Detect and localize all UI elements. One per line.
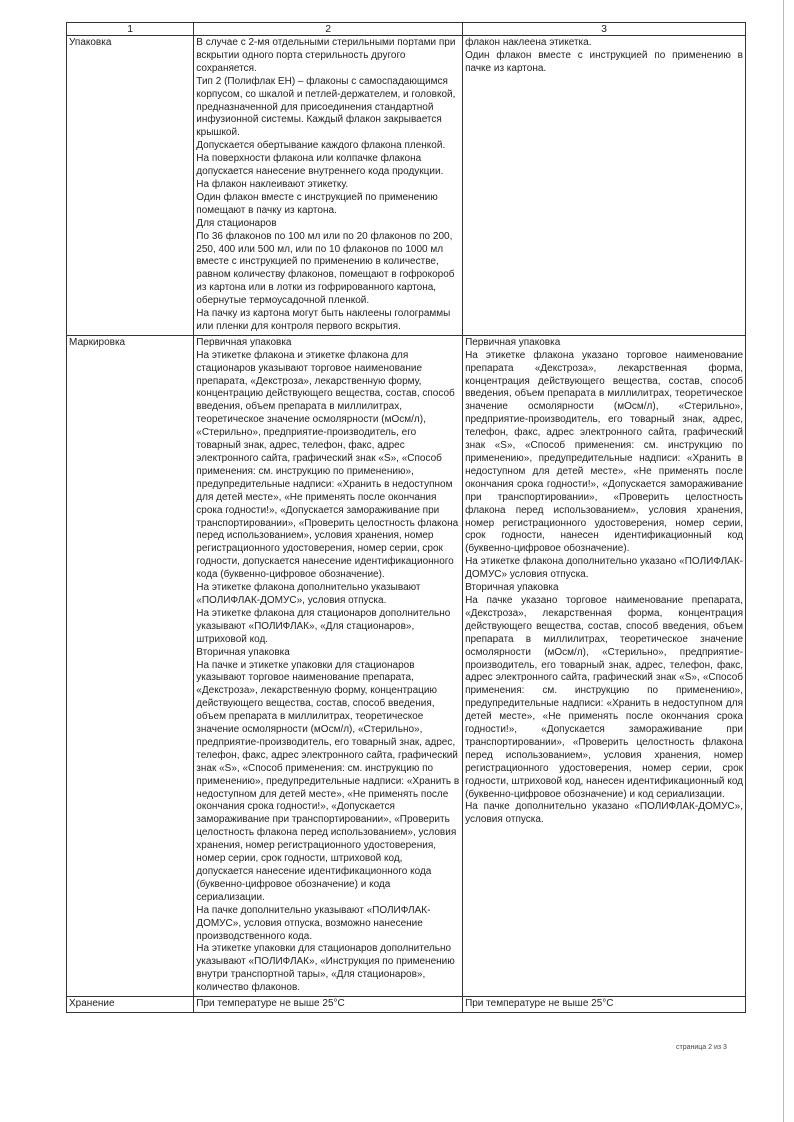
cell-paragraph: На этикетке флакона дополнительно указывают «ПОЛИФЛАК-ДОМУС», условия отпуска. (196, 582, 421, 606)
cell-paragraph: При температуре не выше 25°С (196, 998, 345, 1010)
cell-paragraph: На пачке указано торговое наименование препарата, «Декстроза», лекарственная форма, концентрация действующего вещества, состав, способ введения, объем препарата в миллилитрах, теоретическое значение осмолярности (мОсм/л), «Стерильно», предприятие-производитель, его товарный знак, адрес, телефон, факс, адрес электронного сайта, графический знак «S», «Способ применения: см. инструкцию по применению», предупредительные надписи: «Хранить в недоступном для детей месте», «Не применять после окончания срока годности!», «Допускается замораживание при транспортировании», «Проверить целостность флакона перед использованием», условия хранения, номер регистрационного удостоверения, номер серии, срок годности, штриховой код, нанесен идентификационный код (буквенно-цифровое обозначение) и код сериализации. (465, 594, 743, 800)
cell-paragraph: В случае с 2-мя отдельными стерильными портами при вскрытии одного порта стерильность другого сохраняется. (196, 37, 456, 74)
cell-paragraph: На этикетке упаковки для стационаров дополнительно указывают «ПОЛИФЛАК», «Инструкция по применению внутри транспортной тары», «Для стационаров», количество флаконов. (196, 943, 455, 994)
column-header-2: 2 (194, 23, 463, 36)
cell-paragraph: На пачке дополнительно указано «ПОЛИФЛАК-ДОМУС», условия отпуска. (465, 801, 743, 826)
cell-paragraph: Первичная упаковка (196, 336, 292, 348)
cell-paragraph: Один флакон вместе с инструкцией по применению в пачке из картона. (465, 49, 743, 74)
cell-paragraph: Для стационаров (196, 217, 277, 229)
cell-paragraph: На этикетке флакона указано торговое наименование препарата «Декстроза», лекарственная форма, концентрация действующего вещества, состав, способ введения, объем препарата в миллилитрах, теоретическое значение осмолярности (мОсм/л), «Стерильно», предприятие-производитель, его товарный знак, адрес, телефон, факс, адрес электронного сайта, графический знак «S», «Способ применения: см. инструкцию по применению», предупредительные надписи: «Хранить в недоступном для детей месте», «Не применять после окончания срока годности!», «Допускается замораживание при транспортировании», «Проверить целостность флакона перед использованием», условия хранения, номер регистрационного удостоверения, номер серии, срок годности, нанесен идентификационный код (буквенно-цифровое обозначение). (465, 349, 743, 555)
requirements-cell (194, 997, 463, 1013)
cell-paragraph: При температуре не выше 25°С (465, 998, 614, 1010)
column-header-1: 1 (67, 23, 194, 36)
specification-table (66, 22, 746, 1013)
cell-paragraph: Один флакон вместе с инструкцией по применению помещают в пачку из картона. (196, 191, 438, 216)
row-label: Маркировка (67, 335, 194, 996)
cell-paragraph: Первичная упаковка (465, 336, 561, 348)
requirements-cell (194, 335, 463, 996)
cell-paragraph: На этикетке флакона и этикетке флакона для стационаров указывают торговое наименование препарата, «Декстроза», лекарственную форму, концентрацию действующего вещества, состав, способ введения, объем препарата в миллилитрах, теоретическое значение осмолярности (мОсм/л), «Стерильно», предприятие-производитель, его товарный знак, адрес, телефон, факс, адрес электронного сайта, графический знак «S», «Способ применения: см. инструкцию по применению», предупредительные надписи: «Хранить в недоступном для детей месте», «Не применять после окончания срока годности!», «Допускается замораживание при транспортировании», «Проверить целостность флакона перед использованием», условия хранения, номер регистрационного удостоверения, номер серии, срок годности, допускается нанесение идентификационного кода (буквенно-цифровое обозначение). (196, 349, 459, 581)
row-label: Упаковка (67, 36, 194, 336)
header-row (67, 23, 746, 36)
cell-paragraph: На этикетке флакона для стационаров дополнительно указывают «ПОЛИФЛАК», «Для стационаров», штриховой код. (196, 607, 451, 645)
page-number: страница 2 из 3 (676, 1044, 727, 1051)
cell-paragraph: флакон наклеена этикетка. (465, 37, 592, 48)
cell-paragraph: На пачке и этикетке упаковки для стационаров указывают торговое наименование препарата, «Декстроза», лекарственную форму, концентрацию действующего вещества, состав, способ введения, объем препарата в миллилитрах, теоретическое значение осмолярности (мОсм/л), «Стерильно», предприятие-производитель, его товарный знак, адрес, телефон, факс, адрес электронного сайта, графический знак «S», «Способ применения: см. инструкцию по применению», предупредительные надписи: «Хранить в недоступном для детей месте», «Не применять после окончания срока годности!», «Допускается замораживание при транспортировании», «Проверить целостность флакона перед использованием», условия хранения, номер регистрационного удостоверения, номер серии, срок годности, штриховой код, допускается нанесение идентификационного кода (буквенно-цифровое обозначение) и кода сериализации. (196, 659, 460, 903)
table-row-storage (67, 997, 746, 1013)
actual-values-cell (463, 335, 746, 996)
cell-paragraph: Допускается обертывание каждого флакона пленкой. (196, 140, 446, 152)
cell-paragraph: На пачке дополнительно указывают «ПОЛИФЛАК-ДОМУС», условия отпуска, возможно нанесение производственного кода. (196, 904, 431, 942)
cell-paragraph: На пачку из картона могут быть наклеены голограммы или пленки для контроля первого вскрытия. (196, 308, 451, 332)
table-row-packaging (67, 36, 746, 336)
row-label: Хранение (67, 997, 194, 1013)
cell-paragraph: На флакон наклеивают этикетку. (196, 178, 349, 190)
cell-paragraph: Вторичная упаковка (465, 582, 559, 594)
cell-paragraph: Тип 2 (Полифлак ЕН) – флаконы с самоспадающимся корпусом, со шкалой и петлей-держателем, и головкой, предназначенной для присоединения стандартной инфузионной системы. Каждый флакон закрывается крышкой. (196, 75, 456, 139)
column-header-3: 3 (463, 23, 746, 36)
actual-values-cell (463, 997, 746, 1013)
cell-paragraph: На поверхности флакона или колпачке флакона допускается нанесение внутреннего кода продукции. (196, 153, 444, 178)
actual-values-cell (463, 36, 746, 336)
page-edge (783, 0, 784, 1122)
cell-paragraph: Вторичная упаковка (196, 646, 290, 658)
cell-paragraph: На этикетке флакона дополнительно указано «ПОЛИФЛАК-ДОМУС» условия отпуска. (465, 556, 743, 581)
table-row-marking (67, 335, 746, 996)
requirements-cell (194, 36, 463, 336)
cell-paragraph: По 36 флаконов по 100 мл или по 20 флаконов по 200, 250, 400 или 500 мл, или по 10 флаконов по 1000 мл вместе с инструкцией по применению в количестве, равном количеству флаконов, помещают в гофрокороб из картона или в лотки из гофрированного картона, обернутые термоусадочной пленкой. (196, 230, 455, 307)
